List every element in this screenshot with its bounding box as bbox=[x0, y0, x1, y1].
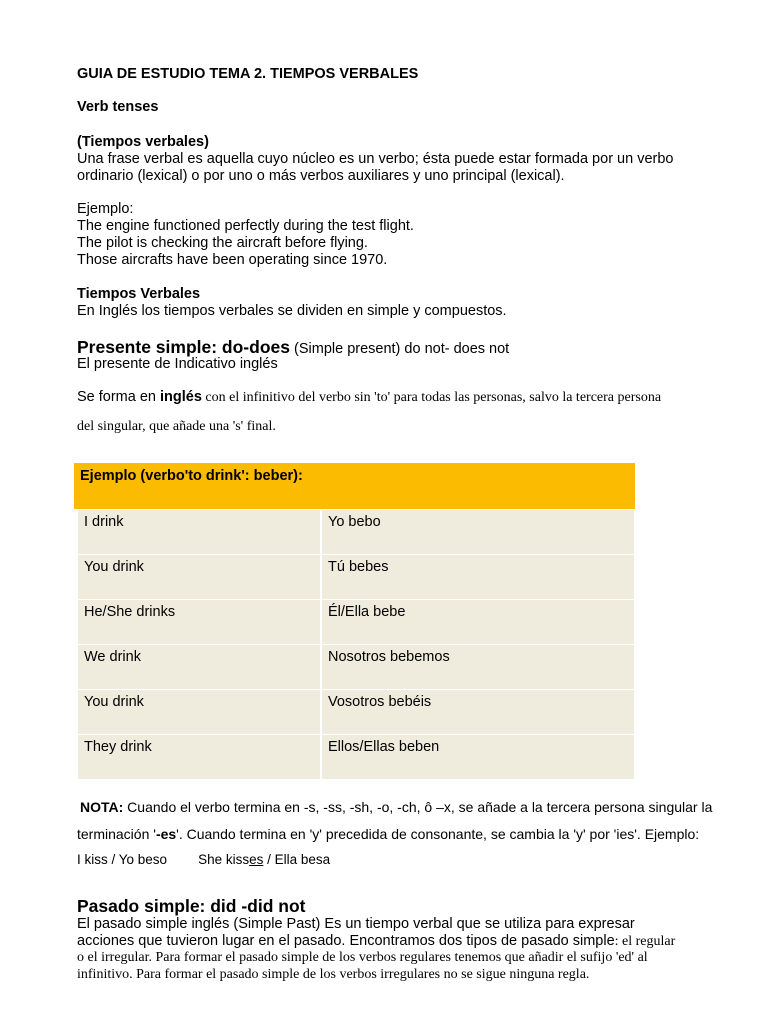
table-header: Ejemplo (verbo'to drink': beber): bbox=[74, 463, 635, 509]
table-cell-english: They drink bbox=[78, 735, 320, 779]
table-cell-english: We drink bbox=[78, 645, 320, 689]
example-line: The pilot is checking the aircraft before flying. bbox=[77, 235, 368, 251]
nota-example-2a: She kiss bbox=[198, 852, 250, 867]
nota-example-2b: es bbox=[249, 852, 264, 867]
pasado-line-2 bbox=[77, 933, 675, 950]
forma-pre: Se forma en bbox=[77, 389, 161, 405]
nota-text-2a: terminación ' bbox=[77, 826, 156, 842]
table-cell-english: He/She drinks bbox=[78, 600, 320, 644]
table-cell-spanish: Tú bebes bbox=[322, 555, 634, 599]
table-cell-spanish: Ellos/Ellas beben bbox=[322, 735, 634, 779]
pasado-simple-heading: Pasado simple: did -did not bbox=[77, 896, 306, 916]
document-title: GUIA DE ESTUDIO TEMA 2. TIEMPOS VERBALES bbox=[77, 66, 419, 82]
nota-es: -es bbox=[155, 826, 177, 842]
table-row bbox=[74, 509, 635, 554]
pasado-line-3: o el irregular. Para formar el pasado simple de los verbos regulares tenemos que añadir el sufijo 'ed' al bbox=[77, 950, 648, 965]
table-cell-spanish: Él/Ella bebe bbox=[322, 600, 634, 644]
nota-line-2 bbox=[77, 820, 699, 848]
presente-subheading: El presente de Indicativo inglés bbox=[77, 356, 278, 372]
pasado-line-1: El pasado simple inglés (Simple Past) Es un tiempo verbal que se utiliza para expresar bbox=[77, 916, 635, 932]
presente-simple-inline: (Simple present) do not- does not bbox=[289, 341, 510, 357]
nota-label: NOTA: bbox=[80, 799, 124, 815]
nota-line-1 bbox=[80, 793, 712, 821]
forma-line-1 bbox=[77, 388, 661, 406]
pasado-line-2-serif: : el regular bbox=[614, 934, 676, 949]
ejemplo-label: Ejemplo: bbox=[77, 201, 134, 217]
table-cell-spanish: Yo bebo bbox=[322, 510, 634, 554]
nota-text-1: Cuando el verbo termina en -s, -ss, -sh, -o, -ch, ô –x, se añade a la tercera persona singular la bbox=[123, 799, 713, 815]
table-row bbox=[74, 734, 635, 779]
forma-rest: con el infinitivo del verbo sin 'to' para todas las personas, salvo la tercera persona bbox=[201, 390, 662, 405]
example-line: The engine functioned perfectly during the test flight. bbox=[77, 218, 414, 234]
nota-example-1: I kiss / Yo beso bbox=[77, 852, 168, 867]
table-cell-spanish: Vosotros bebéis bbox=[322, 690, 634, 734]
table-row bbox=[74, 599, 635, 644]
presente-simple-heading-line bbox=[77, 337, 509, 358]
conjugation-table bbox=[74, 463, 635, 779]
table-row bbox=[74, 689, 635, 734]
forma-bold: inglés bbox=[160, 389, 202, 405]
nota-text-2c: '. Cuando termina en 'y' precedida de consonante, se cambia la 'y' por 'ies'. Ejemplo: bbox=[176, 826, 700, 842]
table-cell-english: You drink bbox=[78, 555, 320, 599]
table-row bbox=[74, 644, 635, 689]
table-row bbox=[74, 554, 635, 599]
tiempos-verbales-heading: Tiempos Verbales bbox=[77, 286, 201, 302]
intro-line-1: Una frase verbal es aquella cuyo núcleo es un verbo; ésta puede estar formada por un verbo bbox=[77, 151, 674, 167]
table-cell-spanish: Nosotros bebemos bbox=[322, 645, 634, 689]
presente-simple-heading: Presente simple: do-does bbox=[77, 337, 290, 357]
nota-examples bbox=[77, 852, 330, 867]
intro-line-2: ordinario (lexical) o por uno o más verbos auxiliares y uno principal (lexical). bbox=[77, 168, 565, 184]
pasado-line-2-text: acciones que tuvieron lugar en el pasado. Encontramos dos tipos de pasado simple bbox=[77, 933, 615, 949]
verb-tenses-heading: Verb tenses bbox=[77, 99, 159, 115]
tiempos-verbales-paren-heading: (Tiempos verbales) bbox=[77, 134, 209, 150]
pasado-line-4: infinitivo. Para formar el pasado simple de los verbos irregulares no se sigue ninguna regla. bbox=[77, 967, 590, 982]
forma-line-2: del singular, que añade una 's' final. bbox=[77, 419, 276, 434]
table-cell-english: You drink bbox=[78, 690, 320, 734]
example-line: Those aircrafts have been operating since 1970. bbox=[77, 252, 388, 268]
nota-example-2c: / Ella besa bbox=[263, 852, 331, 867]
tiempos-verbales-text: En Inglés los tiempos verbales se dividen en simple y compuestos. bbox=[77, 303, 507, 319]
table-cell-english: I drink bbox=[78, 510, 320, 554]
